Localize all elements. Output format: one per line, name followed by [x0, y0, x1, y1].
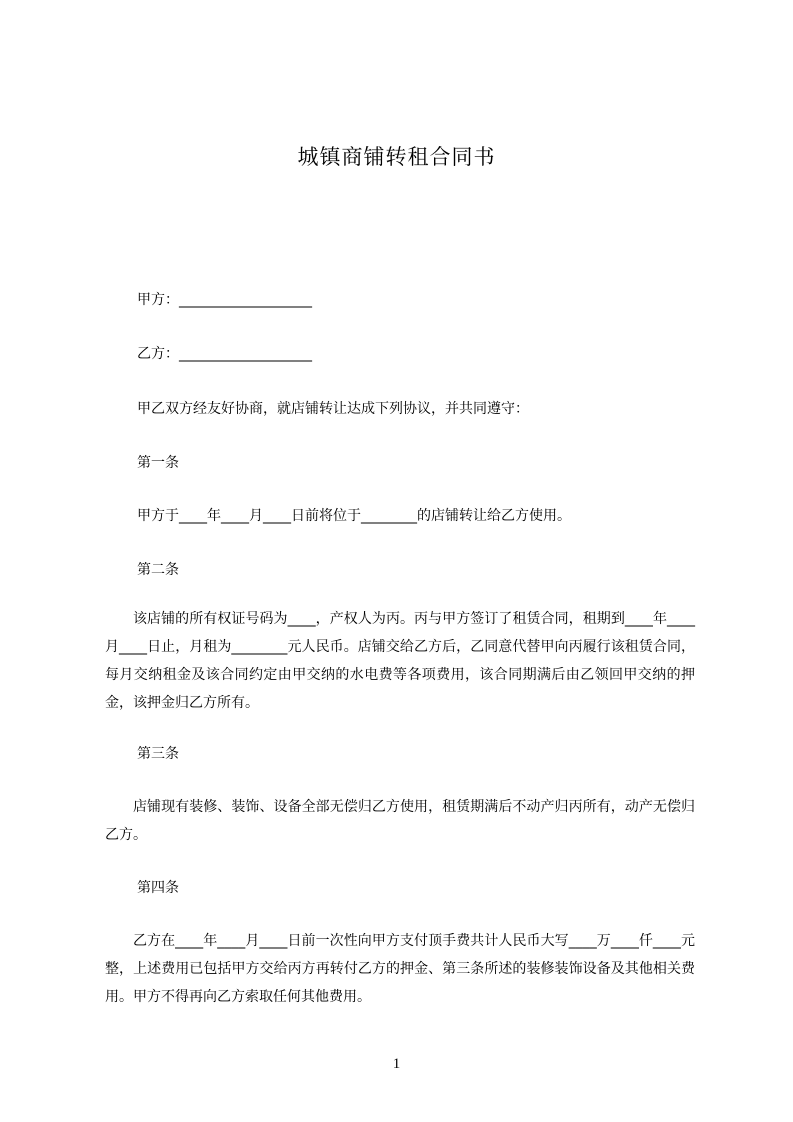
article-1-heading: 第一条	[137, 455, 179, 471]
party-a-label: 甲方：	[137, 292, 179, 308]
intro-paragraph: 甲乙双方经友好协商，就店铺转让达成下列协议，并共同遵守：	[137, 401, 529, 417]
article-3-heading: 第三条	[137, 746, 179, 762]
article-4-text: 乙方在____年____月____日前一次性向甲方支付顶手费共计人民币大写____万____仟____元整，上述费用已包括甲方交给丙方再转付乙方的押金、第三条所述的装修装饰设备及其他相关费用。甲方不得再向乙方索取任何其他费用。	[105, 933, 695, 1005]
article-2-text: 该店铺的所有权证号码为____，产权人为丙。丙与甲方签订了租赁合同，租期到____年____月____日止，月租为________元人民币。店铺交给乙方后，乙同意代替甲向丙履行该租赁合同，每月交纳租金及该合同约定由甲交纳的水电费等各项费用，该合同期满后由乙领回甲交纳的押金，该押金归乙方所有。	[105, 611, 695, 711]
party-b-value: ___________________	[179, 346, 312, 362]
article-1-text: 甲方于____年____月____日前将位于________的店铺转让给乙方使用。	[137, 508, 571, 524]
document-title: 城镇商铺转租合同书	[297, 145, 496, 169]
party-a-value: ___________________	[179, 292, 312, 308]
party-b-line	[105, 343, 737, 365]
article-4-heading: 第四条	[137, 880, 179, 896]
party-a-line	[105, 289, 737, 311]
article-3-text: 店铺现有装修、装饰、设备全部无偿归乙方使用，租赁期满后不动产归丙所有，动产无偿归乙方。	[105, 799, 695, 843]
page-number: 1	[392, 1056, 401, 1072]
article-2-heading: 第二条	[137, 562, 179, 578]
party-b-label: 乙方：	[137, 346, 179, 362]
